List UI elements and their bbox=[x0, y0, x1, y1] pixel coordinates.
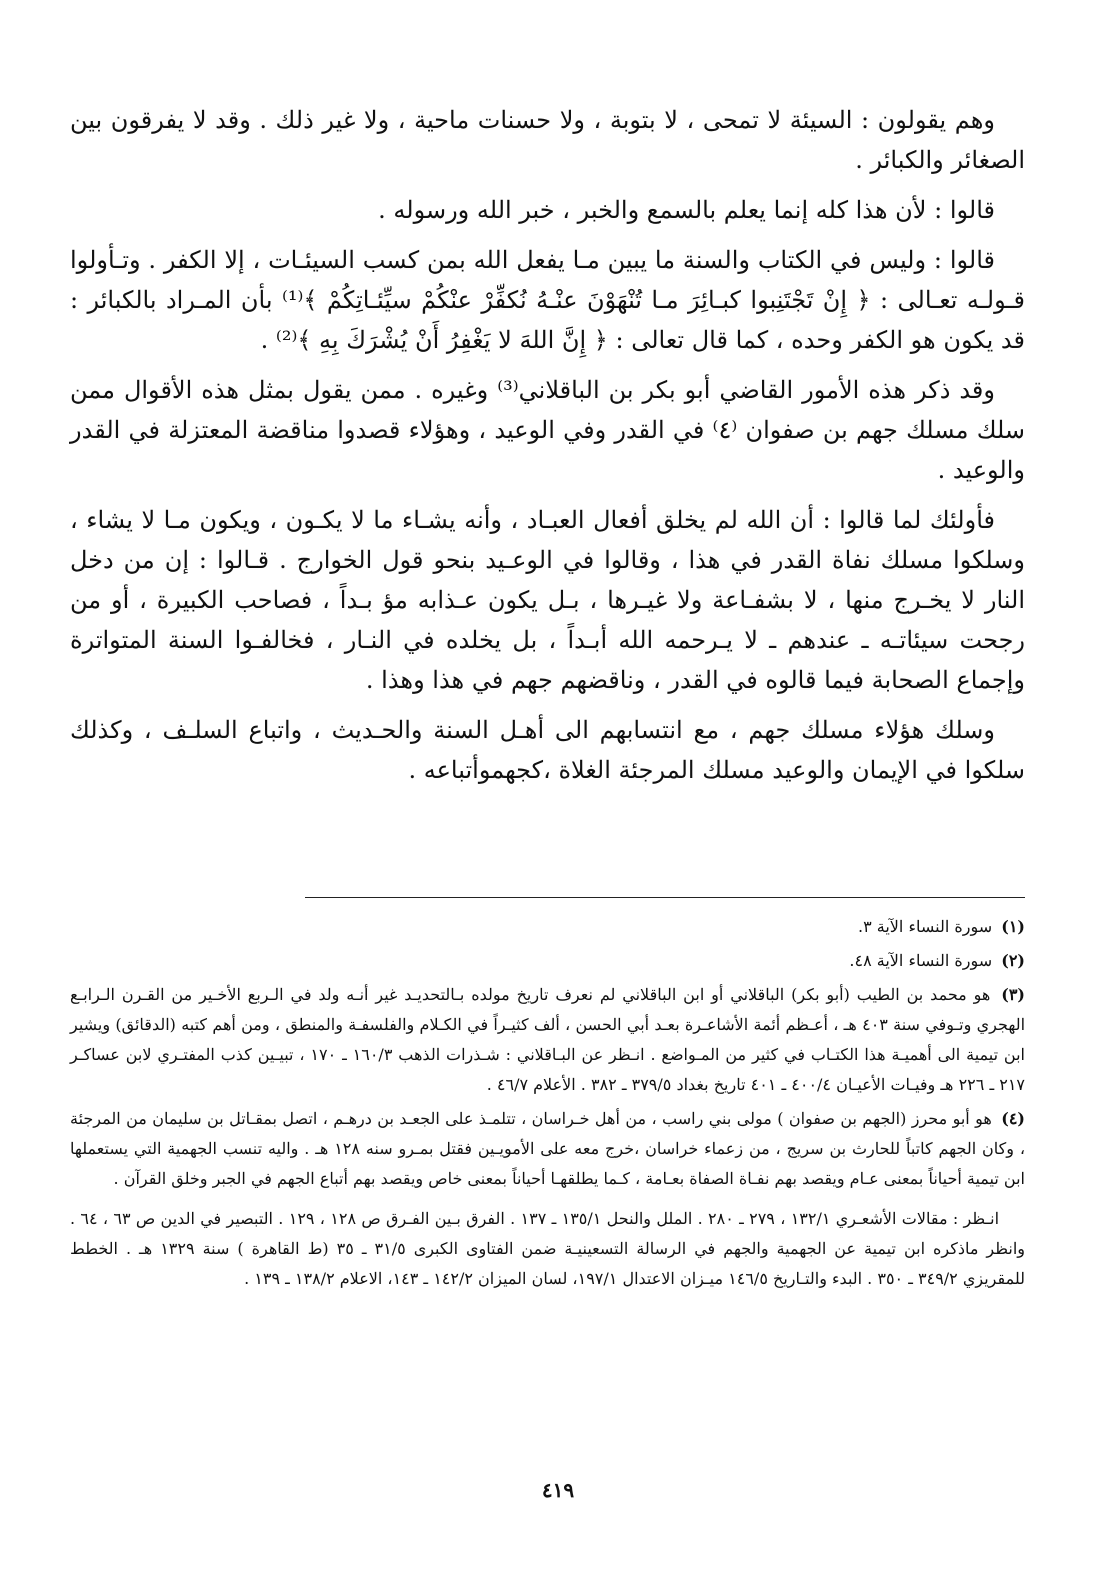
paragraph-4: وقد ذكر هذه الأمور القاضي أبو بكر بن الباقلاني⁽³⁾ وغيره . ممن يقول بمثل هذه الأقوال ممن سلك مسلك جهم بن صفوان ⁽٤⁾ في القدر وفي الوعيد ، وهؤلاء قصدوا مناقضة المعتزلة في القدر والوعيد . bbox=[70, 376, 1025, 484]
paragraph-3: قالوا : وليس في الكتاب والسنة ما يبين مـا يفعل الله بمن كسب السيئـات ، إلا الكفر . وتـأولوا قـولـه تعـالى : ﴿ إِنْ تَجْتَنِبوا كبـائِرَ مـا تُنْهَوْنَ عنْـهُ نُكفِّرْ عنْكُمْ سيِّئـاتِكُمْ ﴾⁽¹⁾ بأن المـراد بالكبائر : قد يكون هو الكفر وحده ، كما قال تعالى : ﴿ إِنَّ اللهَ لا يَغْفِرُ أَنْ يُشْرَكَ بِهِ ﴾⁽²⁾ . bbox=[70, 246, 1025, 354]
footnote-2 bbox=[70, 946, 1025, 976]
footnote-text: سورة النساء الآية ٤٨. bbox=[849, 951, 993, 970]
paragraph-2: قالوا : لأن هذا كله إنما يعلم بالسمع والخبر ، خبر الله ورسوله . bbox=[378, 196, 995, 224]
paragraph-1: وهم يقولون : السيئة لا تمحى ، لا بتوبة ، ولا حسنات ماحية ، ولا غير ذلك . وقد لا يفرقون بين الصغائر والكبائر . bbox=[70, 106, 1025, 174]
footnote-1 bbox=[70, 912, 1025, 942]
footnote-divider bbox=[305, 897, 1025, 898]
footnotes bbox=[70, 912, 1025, 1294]
footnote-text: سورة النساء الآية ٣. bbox=[858, 917, 993, 936]
page-number: ٤١٩ bbox=[541, 1478, 575, 1502]
footnote-text: هو أبو محرز (الجهم بن صفوان ) مولى بني راسب ، من أهل خـراسان ، تتلمـذ على الجعـد بن درهـم ، اتصل بمقـاتل بن سليمان من المرجئة ، وكان الجهم كاتباً للحارث بن سريج ، من زعماء خراسان ،خرج معه على الأمويـين فقتل بمـرو سنه ١٢٨ هـ . واليه تنسب الجهمية التي يستعملها ابن تيمية أحياناً بمعنى عـام ويقصد بهم نفـاة الصفاة بعـامة ، كـما يطلقهـا أحياناً بمعنى خاص ويقصد بهم أتباع الجهم في الجبر وخلق القرآن . bbox=[70, 1109, 1025, 1188]
footnote-4 bbox=[70, 1104, 1025, 1194]
paragraph-6: وسلك هؤلاء مسلك جهم ، مع انتسابهم الى أهـل السنة والحـديث ، واتباع السلـف ، وكذلك سلكوا في الإيمان والوعيد مسلك المرجئة الغلاة ،كجهموأتباعه . bbox=[70, 716, 1025, 784]
footnote-number: (٢) bbox=[1001, 951, 1025, 970]
footnote-number: (١) bbox=[1001, 917, 1025, 936]
footnote-number: (٤) bbox=[1001, 1109, 1025, 1128]
references: انـظر : مقالات الأشعـري ١٣٢/١ ، ٢٧٩ ـ ٢٨٠ . الملل والنحل ١٣٥/١ ـ ١٣٧ . الفرق بـين الفـرق ص ١٢٨ ، ١٢٩ . التبصير في الدين ص ٦٣ ، ٦٤ . وانظر ماذكره ابن تيمية عن الجهمية والجهم في الرسالة التسعينيـة ضمن الفتاوى الكبرى ٣١/٥ ـ ٣٥ (ط القاهرة ) سنة ١٣٢٩ هـ . الخطط للمقريزي ٣٤٩/٢ ـ ٣٥٠ . البدء والتـاريخ ١٤٦/٥ ميـزان الاعتدال ١٩٧/١، لسان الميزان ١٤٢/٢ ـ ١٤٣، الاعلام ١٣٨/٢ ـ ١٣٩ . bbox=[70, 1209, 1026, 1288]
footnote-text: هو محمد بن الطيب (أبو بكر) الباقلاني أو ابن الباقلاني لم نعرف تاريخ مولده بـالتحديـد غير أنـه ولد في الـربع الأخـير من القـرن الـرابـع الهجري وتـوفي سنة ٤٠٣ هـ ، أعـظم أئمة الأشاعـرة بعـد أبي الحسن ، ألف كثيـراً في الكـلام والفلسفـة والمنطق ، ومن أهم كتبه (الدقائق) ويشير ابن تيمية الى أهميـة هذا الكتـاب في كثير من المـواضع . انـظر عن البـاقلاني : شـذرات الذهب ١٦٠/٣ ـ ١٧٠ ، تبيـين كذب المفتـري لابن عساكـر ٢١٧ ـ ٢٢٦ هـ وفيـات الأعيـان ٤٠٠/٤ ـ ٤٠١ تاريخ بغداد ٣٧٩/٥ ـ ٣٨٢ . الأعلام ٤٦/٧ . bbox=[70, 985, 1026, 1094]
main-text bbox=[70, 100, 1025, 800]
paragraph-5: فأولئك لما قالوا : أن الله لم يخلق أفعال العبـاد ، وأنه يشـاء ما لا يكـون ، ويكون مـا لا يشاء ، وسلكوا مسلك نفاة القدر في هذا ، وقالوا في الوعـيد بنحو قول الخوارج . قـالوا : إن من دخل النار لا يخـرج منها ، لا بشفـاعة ولا غيـرها ، بـل يكون عـذابه مؤ بـداً ، فصاحب الكبيرة ، أو من رجحت سيئاتـه ـ عندهم ـ لا يـرحمه الله أبـداً ، بل يخلده في النـار ، فخالفـوا السنة المتواترة وإجماع الصحابة فيما قالوه في القدر ، وناقضهم جهم في هذا وهذا . bbox=[70, 506, 1026, 694]
footnote-3 bbox=[70, 980, 1025, 1100]
footnote-number: (٣) bbox=[1001, 985, 1025, 1004]
